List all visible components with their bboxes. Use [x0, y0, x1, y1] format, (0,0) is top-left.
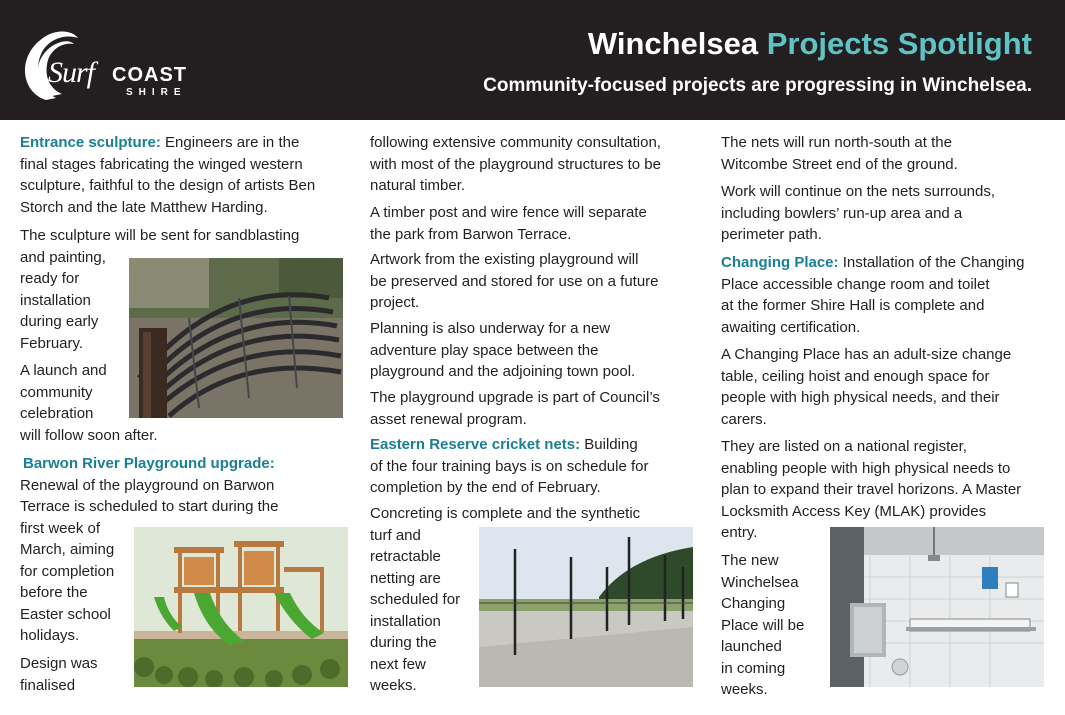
- text-line: The new: [721, 552, 779, 569]
- text-line: following extensive community consultation,: [370, 134, 661, 151]
- text-line: of the four training bays is on schedule for: [370, 457, 649, 475]
- text-line: Engineers are in the: [160, 134, 300, 151]
- text-line: retractable: [370, 548, 441, 565]
- text-line: enabling people with high physical needs to: [721, 459, 1011, 477]
- text-line: during the: [370, 634, 437, 651]
- text-line: with most of the playground structures to be: [370, 155, 661, 173]
- text-line: celebration: [20, 405, 94, 422]
- text-line: community: [20, 383, 93, 401]
- page-title: [588, 26, 1032, 62]
- page-subtitle: Community-focused projects are progressing in Winchelsea.: [483, 75, 1032, 96]
- text-line: before the: [20, 584, 88, 601]
- text-line: The nets will run north-south at the: [721, 134, 952, 151]
- text-line: installation: [370, 612, 441, 630]
- text-line: Place accessible change room and toilet: [721, 275, 990, 293]
- changing-place-photo: [830, 527, 1044, 687]
- text-line: Easter school: [20, 605, 111, 623]
- text-line: The playground upgrade is part of Council’s: [370, 389, 660, 406]
- playground-render: [134, 527, 348, 687]
- text-line: Winchelsea: [721, 573, 799, 591]
- cricket-nets-photo: [479, 527, 693, 687]
- nets-direction-paragraph: [721, 132, 958, 175]
- text-line: Artwork from the existing playground will: [370, 251, 639, 268]
- text-line: plan to expand their travel horizons. A Master: [721, 481, 1022, 498]
- text-line: next few: [370, 655, 426, 673]
- design-paragraph: [20, 653, 98, 696]
- text-line: sculpture, faithful to the design of artists Ben: [20, 177, 316, 194]
- text-line: holidays.: [20, 627, 80, 644]
- text-line: entry.: [721, 524, 758, 541]
- logo-coast-text: COAST: [112, 64, 187, 86]
- adventure-paragraph: [370, 318, 635, 383]
- cricket-nets-paragraph: [370, 434, 649, 499]
- logo-shire-text: SHIRE: [126, 87, 187, 98]
- text-line: for completion: [20, 562, 115, 580]
- text-line: weeks.: [721, 681, 768, 698]
- text-line: Installation of the Changing: [838, 254, 1025, 271]
- text-line: Changing: [721, 595, 786, 612]
- surf-coast-shire-logo: [16, 30, 206, 110]
- renewal-program-paragraph: [370, 387, 660, 430]
- text-line: A timber post and wire fence will separate: [370, 204, 647, 221]
- text-line: Building: [580, 436, 638, 453]
- text-line: people with high physical needs, and their: [721, 389, 1000, 406]
- consultation-paragraph: [370, 132, 661, 197]
- text-line: Renewal of the playground on Barwon: [20, 476, 275, 494]
- text-line: natural timber.: [370, 177, 466, 194]
- text-line: Locksmith Access Key (MLAK) provides: [721, 502, 987, 520]
- text-line: be preserved and stored for use on a future: [370, 272, 659, 290]
- text-line: Design was: [20, 655, 98, 672]
- text-line: March, aiming: [20, 541, 115, 558]
- text-line: Terrace is scheduled to start during the: [20, 498, 279, 515]
- text-line: perimeter path.: [721, 226, 822, 243]
- text-line: Concreting is complete and the synthetic: [370, 505, 641, 522]
- text-line: ready for: [20, 270, 80, 287]
- text-line: table, ceiling hoist and enough space for: [721, 367, 990, 385]
- entrance-sculpture-heading: Entrance sculpture:: [20, 134, 161, 151]
- text-line: completion by the end of February.: [370, 479, 601, 496]
- text-line: awaiting certification.: [721, 318, 861, 336]
- text-line: will follow soon after.: [20, 426, 158, 444]
- text-line: turf and: [370, 526, 421, 544]
- text-line: Storch and the late Matthew Harding.: [20, 198, 268, 216]
- text-line: playground and the adjoining town pool.: [370, 363, 636, 380]
- text-line: including bowlers’ run-up area and a: [721, 204, 963, 222]
- text-line: The sculpture will be sent for sandblasting: [20, 227, 300, 244]
- entrance-sculpture-paragraph: [20, 132, 315, 218]
- sculpture-photo: [129, 258, 343, 418]
- text-line: They are listed on a national register,: [721, 438, 967, 455]
- fence-paragraph: [370, 202, 647, 245]
- text-line: adventure play space between the: [370, 341, 599, 359]
- text-line: Place will be: [721, 616, 805, 634]
- text-line: Work will continue on the nets surrounds,: [721, 183, 996, 200]
- text-line: carers.: [721, 410, 767, 428]
- changing-place-heading: Changing Place:: [721, 254, 839, 271]
- text-line: final stages fabricating the winged western: [20, 155, 303, 173]
- nets-surrounds-paragraph: [721, 181, 995, 246]
- page-header: [0, 0, 1065, 120]
- text-line: A launch and: [20, 362, 107, 379]
- text-line: Planning is also underway for a new: [370, 320, 611, 337]
- text-line: weeks.: [370, 677, 417, 694]
- text-line: first week of: [20, 519, 101, 537]
- text-line: launched: [721, 638, 782, 655]
- text-line: Witcombe Street end of the ground.: [721, 155, 958, 173]
- text-line: the park from Barwon Terrace.: [370, 225, 572, 243]
- logo-surf-text: Surf: [48, 56, 95, 89]
- artwork-paragraph: [370, 249, 659, 314]
- change-table-paragraph: [721, 344, 1011, 430]
- changing-place-paragraph: [721, 252, 1025, 338]
- text-line: netting are: [370, 569, 441, 587]
- text-line: February.: [20, 334, 84, 352]
- title-accent: Projects Spotlight: [766, 26, 1032, 61]
- text-line: installation: [20, 291, 91, 309]
- text-line: at the former Shire Hall is complete and: [721, 297, 985, 314]
- text-line: finalised: [20, 676, 76, 694]
- text-line: A Changing Place has an adult-size change: [721, 346, 1012, 363]
- playground-heading: Barwon River Playground upgrade:: [23, 455, 275, 472]
- cricket-nets-heading: Eastern Reserve cricket nets:: [370, 436, 581, 453]
- text-line: scheduled for: [370, 591, 461, 608]
- launch-weeks-paragraph: [721, 550, 804, 701]
- text-line: and painting,: [20, 248, 106, 266]
- text-line: during early: [20, 313, 99, 330]
- text-line: asset renewal program.: [370, 410, 527, 428]
- title-main: Winchelsea: [587, 26, 767, 61]
- text-line: project.: [370, 294, 420, 311]
- text-line: in coming: [721, 659, 786, 677]
